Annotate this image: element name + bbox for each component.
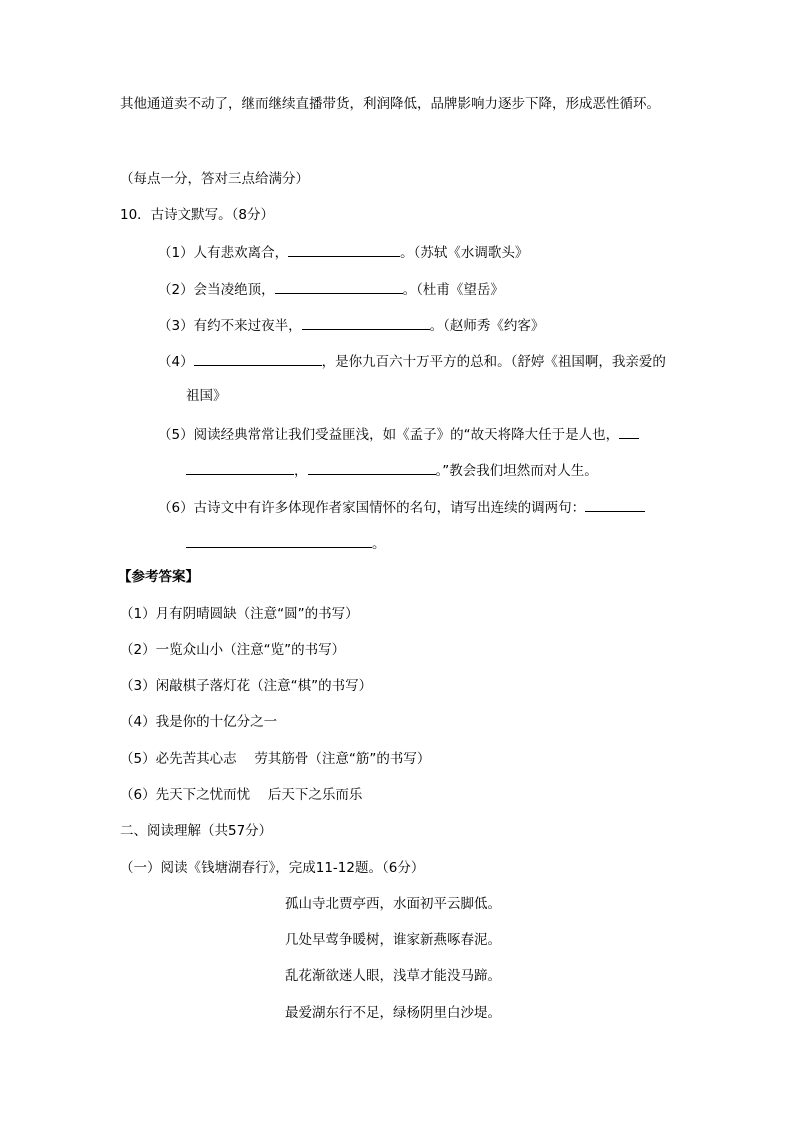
item-prompt: 人有悲欢离合， bbox=[193, 245, 289, 261]
q10-item-1 bbox=[158, 242, 528, 262]
item-prompt: ，是你九百六十万平方的总和。（舒婷《祖国啊，我亲爱的 bbox=[321, 354, 666, 370]
scoring-note: （每点一分，答对三点给满分） bbox=[120, 171, 309, 187]
q10-item-6 bbox=[158, 497, 645, 517]
q10-item-2 bbox=[158, 279, 504, 299]
item-prompt: 古诗文中有许多体现作者家国情怀的名句，请写出连续的调两句： bbox=[193, 500, 586, 516]
answer-blank[interactable] bbox=[302, 315, 430, 330]
answer-blank[interactable] bbox=[619, 424, 639, 439]
q10-item-6-continued bbox=[186, 533, 386, 553]
item-source: 。（赵师秀《约客》 bbox=[429, 318, 545, 334]
section-2-title: 二、阅读理解（共57分） bbox=[120, 823, 273, 839]
answer-blank[interactable] bbox=[585, 497, 645, 512]
section-2-subtitle: （一）阅读《钱塘湖春行》，完成11-12题。（6分） bbox=[120, 860, 425, 876]
answer-blank[interactable] bbox=[186, 460, 294, 475]
item-number: （3） bbox=[158, 318, 194, 334]
answer-5: （5）必先苦其心志 劳其筋骨（注意“筋”的书写） bbox=[120, 751, 431, 767]
answer-blank[interactable] bbox=[186, 533, 372, 548]
q10-item-4 bbox=[158, 351, 666, 371]
item-prompt: 有约不来过夜半， bbox=[193, 318, 302, 334]
answers-heading: 【参考答案】 bbox=[118, 569, 199, 585]
answer-4: （4）我是你的十亿分之一 bbox=[120, 714, 278, 730]
item-prompt: 阅读经典常常让我们受益匪浅，如《孟子》的“故天将降大任于是人也， bbox=[193, 427, 620, 443]
item-tail: 。 bbox=[372, 536, 386, 552]
poem-line-3: 乱花渐欲迷人眼，浅草才能没马蹄。 bbox=[285, 968, 501, 984]
poem-line-2: 几处早莺争暖树，谁家新燕啄春泥。 bbox=[285, 932, 501, 948]
item-number: （5） bbox=[158, 427, 194, 443]
answer-1: （1）月有阴晴圆缺（注意“圆”的书写） bbox=[120, 606, 359, 622]
answer-blank[interactable] bbox=[288, 242, 400, 257]
poem-line-4: 最爱湖东行不足，绿杨阴里白沙堤。 bbox=[285, 1005, 501, 1021]
item-number: （4） bbox=[158, 354, 194, 370]
item-prompt: 会当凌绝顶， bbox=[193, 282, 275, 298]
answer-6: （6）先天下之忧而忧 后天下之乐而乐 bbox=[120, 787, 363, 803]
answer-blank[interactable] bbox=[308, 460, 436, 475]
q10-item-5-continued bbox=[186, 460, 598, 480]
answer-blank[interactable] bbox=[194, 351, 322, 366]
item-tail: 。”教会我们坦然而对人生。 bbox=[435, 463, 598, 479]
item-number: （6） bbox=[158, 500, 194, 516]
q10-item-3 bbox=[158, 315, 544, 335]
item-number: （2） bbox=[158, 282, 194, 298]
answer-blank[interactable] bbox=[275, 279, 403, 294]
item-source: 。（苏轼《水调歌头》 bbox=[400, 245, 529, 261]
q10-item-5 bbox=[158, 424, 639, 444]
item-source: 。（杜甫《望岳》 bbox=[402, 282, 504, 298]
answer-3: （3）闲敲棋子落灯花（注意“棋”的书写） bbox=[120, 678, 373, 694]
intro-line: 其他通道卖不动了，继而继续直播带货，利润降低，品牌影响力逐步下降，形成恶性循环。 bbox=[120, 96, 660, 112]
answer-2: （2）一览众山小（注意“览”的书写） bbox=[120, 642, 346, 658]
comma: ， bbox=[294, 463, 308, 479]
q10-item-4-continued: 祖国》 bbox=[186, 388, 227, 404]
poem-line-1: 孤山寺北贾亭西，水面初平云脚低。 bbox=[285, 896, 501, 912]
item-number: （1） bbox=[158, 245, 194, 261]
question-10-title: 10．古诗文默写。（8分） bbox=[120, 207, 275, 223]
